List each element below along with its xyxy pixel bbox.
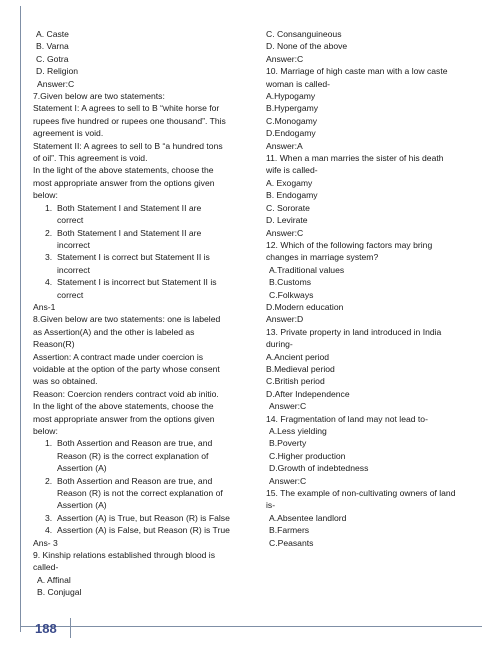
- text-line: 9. Kinship relations established through blood is: [33, 550, 216, 561]
- text-line: called-: [33, 562, 59, 573]
- text-line: D.Endogamy: [266, 128, 316, 139]
- text-line: most appropriate answer from the options given: [33, 413, 215, 424]
- option-text-line: correct: [57, 215, 84, 226]
- text-line: voidable at the option of the party whose consent: [33, 363, 220, 374]
- option-text-line: Assertion (A) is False, but Reason (R) is True: [57, 525, 230, 536]
- text-line: Ans- 3: [33, 537, 58, 548]
- option-text-line: Both Assertion and Reason are true, and: [57, 475, 213, 486]
- text-line: Reason(R): [33, 339, 75, 350]
- text-line: B. Endogamy: [266, 190, 318, 201]
- text-line: 15. The example of non-cultivating owners of land: [266, 488, 456, 499]
- text-line: C.Peasants: [269, 537, 314, 548]
- option-text-line: Both Statement I and Statement II are: [57, 227, 202, 238]
- option-number: 3.: [45, 512, 53, 523]
- text-line: A.Less yielding: [269, 426, 327, 436]
- text-line: B.Poverty: [269, 438, 307, 449]
- text-line: D.After Independence: [266, 388, 350, 399]
- text-line: Answer:C: [269, 475, 307, 486]
- text-line: B. Conjugal: [37, 587, 82, 598]
- text-line: Answer:D: [266, 314, 304, 325]
- text-line: C.British period: [266, 376, 325, 387]
- option-list-item: [33, 524, 247, 536]
- text-line: rupees five hundred or rupees one thousand”. This: [33, 115, 226, 126]
- option-list-item: [33, 227, 247, 252]
- option-list-item: [33, 475, 247, 512]
- text-line: In the light of the above statements, choose the: [33, 165, 214, 176]
- text-line: C.Monogamy: [266, 115, 318, 126]
- text-line: Ans-1: [33, 301, 56, 312]
- text-line: A. Affinal: [37, 574, 71, 585]
- option-number: 1.: [45, 202, 53, 213]
- text-line: B. Varna: [36, 41, 69, 52]
- text-line: below:: [33, 426, 58, 436]
- text-line: D.Modern education: [266, 301, 344, 312]
- text-line: B.Customs: [269, 277, 312, 288]
- text-line: Statement II: A agrees to sell to B “a hundred tons: [33, 140, 223, 151]
- option-list-item: [33, 251, 247, 276]
- text-line: woman is called-: [266, 78, 330, 89]
- text-line: Answer:A: [266, 140, 303, 151]
- option-text-line: Assertion (A): [57, 463, 107, 474]
- option-number: 2.: [45, 475, 53, 486]
- text-line: Answer:C: [37, 78, 75, 89]
- option-text-line: incorrect: [57, 239, 90, 250]
- text-line: Statement I: A agrees to sell to B “white horse for: [33, 103, 220, 114]
- text-line: Answer:C: [269, 401, 307, 412]
- text-line: C. Consanguineous: [266, 29, 342, 39]
- text-line: A. Exogamy: [266, 177, 313, 188]
- text-line: 7.Given below are two statements:: [33, 91, 165, 102]
- option-list-item: [33, 202, 247, 227]
- text-line: D. None of the above: [266, 41, 348, 52]
- option-number: 4.: [45, 525, 53, 536]
- text-line: Answer:C: [266, 53, 304, 64]
- option-number: 4.: [45, 277, 53, 288]
- text-line: B.Hypergamy: [266, 103, 319, 114]
- page-number-separator: [70, 618, 71, 638]
- text-line: as Assertion(A) and the other is labeled as: [33, 326, 195, 337]
- text-line: B.Farmers: [269, 525, 310, 536]
- option-text-line: incorrect: [57, 264, 90, 275]
- text-line: C. Sororate: [266, 202, 310, 213]
- option-text-line: Statement I is correct but Statement II is: [57, 252, 210, 263]
- text-line: A.Ancient period: [266, 351, 330, 362]
- text-line: D.Growth of indebtedness: [269, 463, 369, 474]
- text-line: D. Levirate: [266, 215, 308, 226]
- text-line: C. Gotra: [36, 53, 69, 64]
- option-number: 2.: [45, 227, 53, 238]
- text-line: Reason: Coercion renders contract void ab initio.: [33, 388, 219, 399]
- text-line: 10. Marriage of high caste man with a low caste: [266, 66, 448, 77]
- option-list-item: [33, 276, 247, 301]
- text-line: 11. When a man marries the sister of his death: [266, 153, 444, 164]
- option-text-line: Reason (R) is not the correct explanation of: [57, 488, 223, 499]
- text-line: C.Folkways: [269, 289, 314, 300]
- option-text-line: Assertion (A): [57, 500, 107, 511]
- text-line: Answer:C: [266, 227, 304, 238]
- text-line: 13. Private property in land introduced in India: [266, 326, 442, 337]
- left-column: [33, 28, 247, 599]
- text-line: is-: [266, 500, 276, 511]
- page-frame-left-rule: [20, 6, 21, 632]
- text-line: D. Religion: [36, 66, 79, 77]
- text-line: In the light of the above statements, choose the: [33, 401, 214, 412]
- text-line: agreement is void.: [33, 128, 104, 139]
- text-line: of oil”. This agreement is void.: [33, 153, 148, 164]
- text-line: most appropriate answer from the options given: [33, 177, 215, 188]
- text-line: A.Absentee landlord: [269, 512, 347, 523]
- option-number: 1.: [45, 438, 53, 449]
- text-line: C.Higher production: [269, 450, 346, 461]
- page-number: 188: [35, 621, 57, 636]
- option-text-line: Reason (R) is the correct explanation of: [57, 450, 209, 461]
- right-column: [266, 28, 480, 549]
- text-line: A. Caste: [36, 29, 69, 39]
- option-text-line: Both Assertion and Reason are true, and: [57, 438, 213, 449]
- text-line: during-: [266, 339, 293, 350]
- option-list-item: [33, 437, 247, 474]
- page-frame-bottom-rule: [20, 626, 482, 627]
- text-line: 8.Given below are two statements: one is labeled: [33, 314, 221, 325]
- text-line: A.Traditional values: [269, 264, 345, 275]
- option-text-line: correct: [57, 289, 84, 300]
- text-line: 14. Fragmentation of land may not lead to-: [266, 413, 428, 424]
- option-text-line: Both Statement I and Statement II are: [57, 202, 202, 213]
- text-line: A.Hypogamy: [266, 91, 316, 102]
- text-line: below:: [33, 190, 58, 201]
- option-list-item: [33, 512, 247, 524]
- text-line: wife is called-: [266, 165, 318, 176]
- text-line: changes in marriage system?: [266, 252, 379, 263]
- option-text-line: Statement I is incorrect but Statement II is: [57, 277, 217, 288]
- option-text-line: Assertion (A) is True, but Reason (R) is False: [57, 512, 230, 523]
- text-line: 12. Which of the following factors may bring: [266, 239, 433, 250]
- text-line: B.Medieval period: [266, 363, 335, 374]
- text-line: was so obtained.: [33, 376, 98, 387]
- option-number: 3.: [45, 252, 53, 263]
- text-line: Assertion: A contract made under coercion is: [33, 351, 204, 362]
